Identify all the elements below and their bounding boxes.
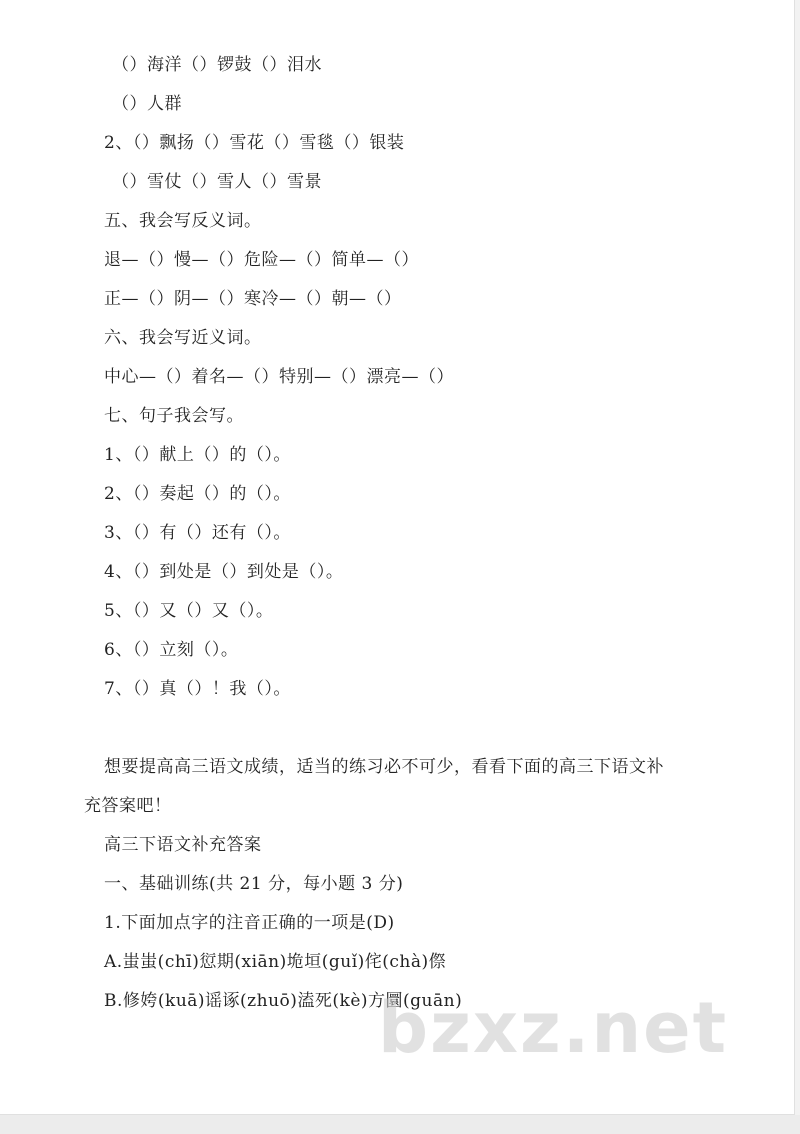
intro-paragraph-line-2: 充答案吧！ xyxy=(84,796,172,816)
viewer-bottom-strip xyxy=(0,1115,800,1134)
answer-title: 高三下语文补充答案 xyxy=(104,835,262,855)
fill-blank-line: （）海洋（）锣鼓（）泪水 xyxy=(112,55,322,75)
site-watermark: bzxz.net xyxy=(378,987,729,1069)
sentence-line: 1、（）献上（）的（）。 xyxy=(104,445,291,465)
option-b: B.修姱(kuā)谣诼(zhuō)溘死(kè)方圜(guān) xyxy=(104,991,463,1011)
fill-blank-line: 2、（）飘扬（）雪花（）雪毯（）银装 xyxy=(104,133,405,153)
section-one-heading: 一、基础训练(共 21 分，每小题 3 分) xyxy=(104,874,404,894)
intro-paragraph-line-1: 想要提高高三语文成绩，适当的练习必不可少，看看下面的高三下语文补 xyxy=(104,757,664,777)
sentence-line: 2、（）奏起（）的（）。 xyxy=(104,484,291,504)
synonym-line: 中心—（）着名—（）特别—（）漂亮—（） xyxy=(104,367,454,387)
sentence-line: 5、（）又（）又（）。 xyxy=(104,601,274,621)
section-heading: 五、我会写反义词。 xyxy=(104,211,262,231)
question-one: 1.下面加点字的注音正确的一项是(D) xyxy=(104,913,395,933)
antonym-line: 正—（）阴—（）寒冷—（）朝—（） xyxy=(104,289,402,309)
section-heading: 六、我会写近义词。 xyxy=(104,328,262,348)
sentence-line: 4、（）到处是（）到处是（）。 xyxy=(104,562,344,582)
option-a: A.蚩蚩(chī)愆期(xiān)垝垣(guǐ)侘(chà)傺 xyxy=(104,952,447,972)
sentence-line: 6、（）立刻（）。 xyxy=(104,640,239,660)
section-heading: 七、句子我会写。 xyxy=(104,406,244,426)
fill-blank-line: （）人群 xyxy=(112,94,182,114)
fill-blank-line: （）雪仗（）雪人（）雪景 xyxy=(112,172,322,192)
sentence-line: 3、（）有（）还有（）。 xyxy=(104,523,291,543)
sentence-line: 7、（）真（）！我（）。 xyxy=(104,679,291,699)
antonym-line: 退—（）慢—（）危险—（）简单—（） xyxy=(104,250,419,270)
